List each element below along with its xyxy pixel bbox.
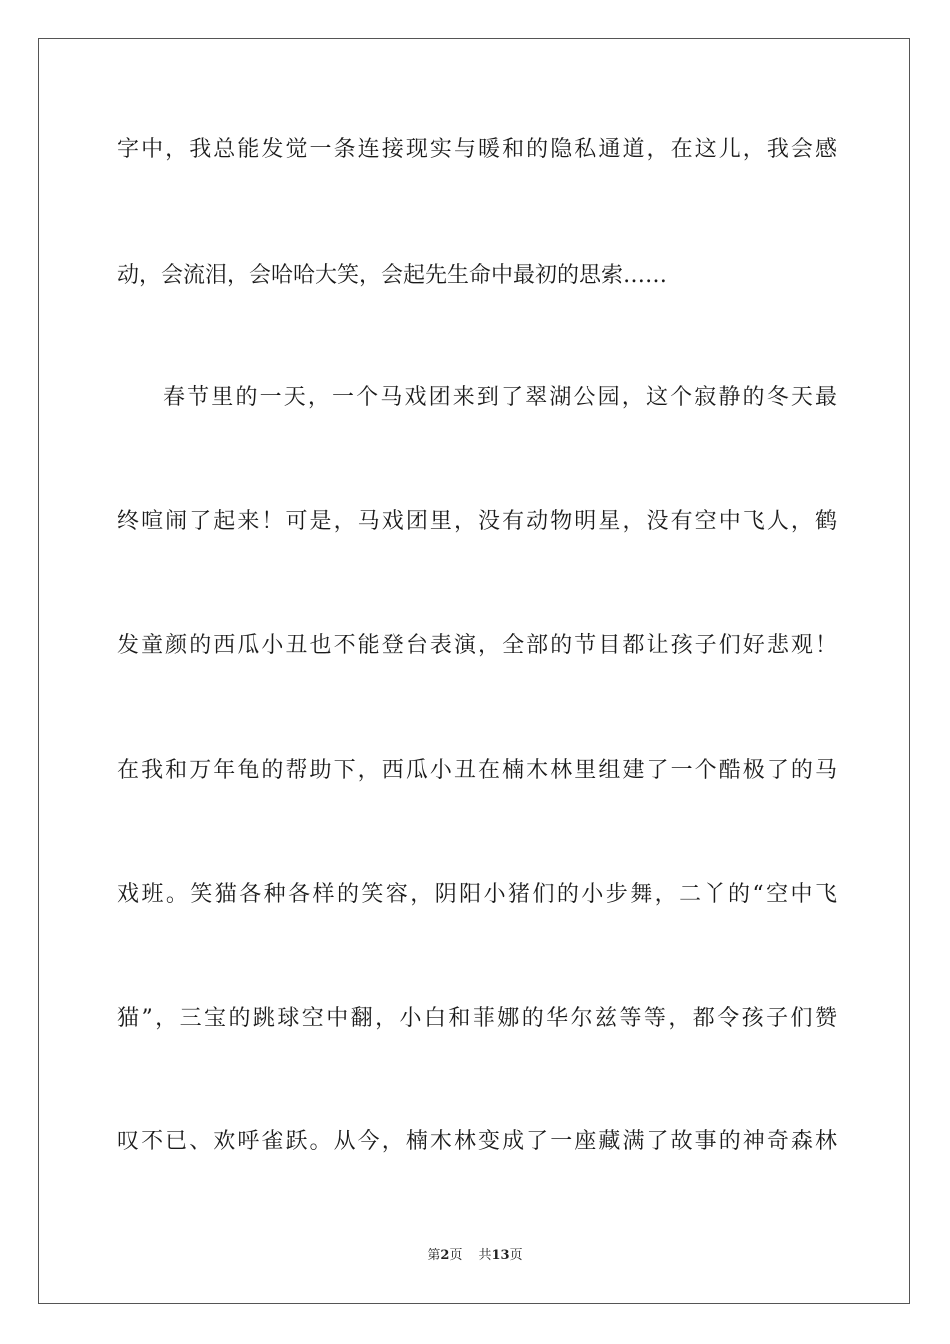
body-text-line-6: 在我和万年龟的帮助下，西瓜小丑在楠木林里组建了一个酷极了的马 (117, 758, 837, 783)
page-footer (0, 1247, 950, 1265)
total-prefix: 共 (478, 1248, 492, 1263)
body-text-line-3: 春节里的一天，一个马戏团来到了翠湖公园，这个寂静的冬天最 (163, 385, 837, 410)
page-current-number: 2 (440, 1248, 450, 1263)
body-text-line-5: 发童颜的西瓜小丑也不能登台表演，全部的节目都让孩子们好悲观！ (117, 633, 837, 658)
page-prefix: 第 (427, 1248, 441, 1263)
total-suffix: 页 (509, 1248, 523, 1263)
body-text-line-1: 字中，我总能发觉一条连接现实与暖和的隐私通道，在这儿，我会感 (117, 137, 837, 162)
body-text-line-2: 动，会流泪，会哈哈大笑，会起先生命中最初的思索…… (117, 263, 668, 288)
body-text-line-4: 终喧闹了起来！可是，马戏团里，没有动物明星，没有空中飞人，鹤 (117, 509, 837, 534)
body-text-line-9: 叹不已、欢呼雀跃。从今，楠木林变成了一座藏满了故事的神奇森林 (117, 1129, 837, 1154)
total-pages-number: 13 (491, 1248, 510, 1263)
page-suffix: 页 (449, 1248, 463, 1263)
body-text-line-7: 戏班。笑猫各种各样的笑容，阴阳小猪们的小步舞，二丫的“空中飞 (117, 882, 837, 907)
body-text-line-8: 猫”，三宝的跳球空中翻，小白和菲娜的华尔兹等等，都令孩子们赞 (117, 1006, 837, 1031)
page-border (38, 38, 910, 1304)
